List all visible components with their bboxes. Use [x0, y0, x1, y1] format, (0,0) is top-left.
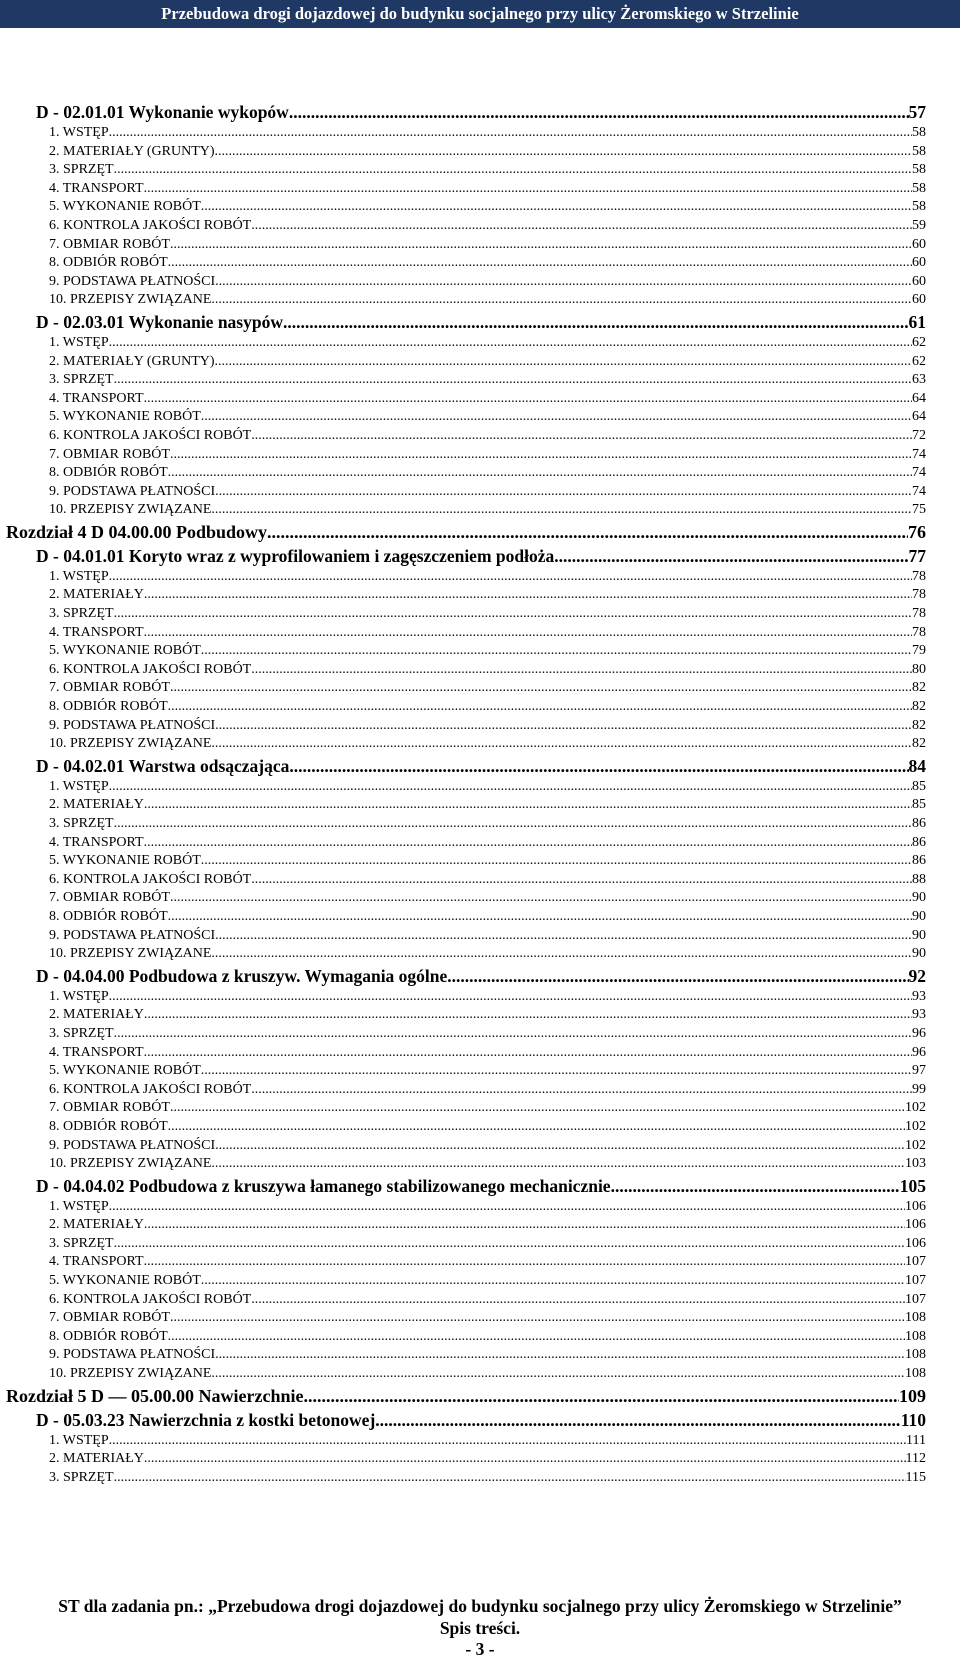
dot-leader: [611, 1174, 900, 1198]
toc-page-number: 63: [912, 372, 926, 388]
toc-page-number: 75: [912, 502, 926, 518]
toc-subentry[interactable]: [36, 1155, 926, 1174]
toc-entry-title: D - 05.03.23 Nawierzchnia z kostki betonowej: [36, 1409, 376, 1430]
toc-subentry[interactable]: [36, 679, 926, 698]
toc-subentry[interactable]: [36, 815, 926, 834]
toc-entry-title: 6. KONTROLA JAKOŚCI ROBÓT: [49, 871, 252, 887]
toc-subentry[interactable]: [36, 1044, 926, 1063]
toc-subentry[interactable]: [36, 161, 926, 180]
toc-section-entry[interactable]: [36, 964, 926, 988]
dot-leader: [251, 427, 912, 446]
dot-leader: [251, 217, 912, 236]
dot-leader: [109, 568, 912, 587]
toc-entry-title: 2. MATERIAŁY: [49, 1007, 144, 1023]
toc-subentry[interactable]: [36, 624, 926, 643]
dot-leader: [267, 520, 908, 544]
dot-leader: [201, 408, 912, 427]
dot-leader: [144, 624, 912, 643]
toc-page-number: 64: [912, 390, 926, 406]
toc-entry-title: 7. OBMIAR ROBÓT: [49, 680, 170, 696]
dot-leader: [375, 1408, 900, 1432]
toc-subentry[interactable]: [36, 796, 926, 815]
dot-leader: [168, 1328, 905, 1347]
toc-entry-title: D - 04.02.01 Warstwa odsączająca: [36, 755, 290, 776]
dot-leader: [211, 1155, 905, 1174]
toc-page-number: 77: [908, 545, 926, 566]
dot-leader: [201, 852, 912, 871]
dot-leader: [251, 1081, 912, 1100]
dot-leader: [168, 908, 912, 927]
toc-subentry[interactable]: [36, 945, 926, 964]
toc-page-number: 60: [912, 236, 926, 252]
toc-chapter-entry[interactable]: [6, 1384, 926, 1408]
toc-entry-title: 5. WYKONANIE ROBÓT: [49, 1063, 201, 1079]
toc-subentry[interactable]: [36, 1006, 926, 1025]
toc-page-number: 99: [912, 1081, 926, 1097]
toc-entry-title: 10. PRZEPISY ZWIĄZANE: [49, 1366, 212, 1382]
toc-entry-title: 8. ODBIÓR ROBÓT: [49, 1118, 168, 1134]
toc-subentry[interactable]: [36, 273, 926, 292]
toc-page-number: 74: [912, 465, 926, 481]
toc-subentry[interactable]: [36, 661, 926, 680]
dot-leader: [144, 1253, 905, 1272]
dot-leader: [114, 161, 912, 180]
toc-entry-title: 10. PRZEPISY ZWIĄZANE: [49, 1156, 212, 1172]
footer-page-number: - 3 -: [465, 1639, 495, 1659]
toc-page-number: 109: [899, 1385, 926, 1406]
toc-subentry[interactable]: [36, 217, 926, 236]
toc-entry-title: 8. ODBIÓR ROBÓT: [49, 465, 168, 481]
toc-entry-title: 4. TRANSPORT: [49, 1044, 144, 1060]
toc-entry-title: 6. KONTROLA JAKOŚCI ROBÓT: [49, 1291, 252, 1307]
dot-leader: [215, 353, 912, 372]
dot-leader: [211, 945, 912, 964]
toc-page-number: 76: [908, 521, 926, 542]
toc-page-number: 110: [900, 1409, 926, 1430]
toc-subentry[interactable]: [36, 446, 926, 465]
toc-subentry[interactable]: [36, 568, 926, 587]
toc-subentry[interactable]: [36, 1272, 926, 1291]
toc-subentry[interactable]: [36, 143, 926, 162]
toc-page-number: 86: [912, 853, 926, 869]
page-footer: [0, 1596, 960, 1661]
dot-leader: [144, 586, 912, 605]
toc-subentry[interactable]: [36, 852, 926, 871]
toc-page-number: 90: [912, 927, 926, 943]
toc-entry-title: 1. WSTĘP: [49, 1198, 109, 1214]
toc-page-number: 103: [905, 1156, 926, 1172]
toc-subentry[interactable]: [36, 1137, 926, 1156]
toc-entry-title: 5. WYKONANIE ROBÓT: [49, 409, 201, 425]
toc-section-entry[interactable]: [36, 100, 926, 124]
dot-leader: [109, 1198, 905, 1217]
toc-page-number: 106: [905, 1198, 926, 1214]
toc-subentry[interactable]: [36, 236, 926, 255]
toc-page-number: 107: [905, 1273, 926, 1289]
dot-leader: [144, 1450, 906, 1469]
toc-page-number: 60: [912, 273, 926, 289]
dot-leader: [447, 964, 908, 988]
toc-page-number: 82: [912, 717, 926, 733]
toc-page-number: 82: [912, 699, 926, 715]
toc-entry-title: 5. WYKONANIE ROBÓT: [49, 199, 201, 215]
toc-page-number: 58: [912, 180, 926, 196]
toc-page-number: 90: [912, 946, 926, 962]
dot-leader: [215, 717, 912, 736]
toc-entry-title: 1. WSTĘP: [49, 988, 109, 1004]
toc-entry-title: 3. SPRZĘT: [49, 1025, 114, 1041]
dot-leader: [251, 1291, 905, 1310]
dot-leader: [114, 1469, 906, 1488]
dot-leader: [215, 1346, 905, 1365]
dot-leader: [144, 180, 912, 199]
toc-page-number: 60: [912, 292, 926, 308]
toc-page-number: 80: [912, 661, 926, 677]
toc-subentry[interactable]: [36, 1365, 926, 1384]
toc-subentry[interactable]: [36, 717, 926, 736]
toc-entry-title: 5. WYKONANIE ROBÓT: [49, 1273, 201, 1289]
toc-entry-title: 2. MATERIAŁY: [49, 1217, 144, 1233]
toc-subentry[interactable]: [36, 927, 926, 946]
dot-leader: [168, 1118, 905, 1137]
dot-leader: [215, 483, 912, 502]
dot-leader: [289, 100, 909, 124]
toc-page-number: 90: [912, 890, 926, 906]
toc-entry-title: 6. KONTROLA JAKOŚCI ROBÓT: [49, 217, 252, 233]
toc-page-number: 88: [912, 871, 926, 887]
toc-section-entry[interactable]: [36, 544, 926, 568]
dot-leader: [144, 1216, 905, 1235]
toc-subentry[interactable]: [36, 334, 926, 353]
toc-subentry[interactable]: [36, 483, 926, 502]
toc-entry-title: 9. PODSTAWA PŁATNOŚCI: [49, 1137, 216, 1153]
toc-page-number: 78: [912, 606, 926, 622]
toc-subentry[interactable]: [36, 1432, 926, 1451]
toc-subentry[interactable]: [36, 1216, 926, 1235]
dot-leader: [215, 927, 912, 946]
toc-subentry[interactable]: [36, 1235, 926, 1254]
toc-subentry[interactable]: [36, 642, 926, 661]
toc-entry-title: 10. PRZEPISY ZWIĄZANE: [49, 736, 212, 752]
toc-page-number: 58: [912, 162, 926, 178]
toc-entry-title: 1. WSTĘP: [49, 568, 109, 584]
toc-entry-title: 4. TRANSPORT: [49, 180, 144, 196]
toc-subentry[interactable]: [36, 1450, 926, 1469]
dot-leader: [211, 291, 912, 310]
dot-leader: [303, 1384, 899, 1408]
page-header: [0, 0, 960, 28]
toc-chapter-entry[interactable]: [6, 520, 926, 544]
toc-subentry[interactable]: [36, 198, 926, 217]
toc-page-number: 93: [912, 988, 926, 1004]
toc-section-entry[interactable]: [36, 1174, 926, 1198]
toc-entry-title: 8. ODBIÓR ROBÓT: [49, 908, 168, 924]
dot-leader: [144, 834, 912, 853]
toc-entry-title: 1. WSTĘP: [49, 1432, 109, 1448]
toc-subentry[interactable]: [36, 871, 926, 890]
toc-entry-title: 2. MATERIAŁY: [49, 1451, 144, 1467]
dot-leader: [170, 889, 912, 908]
toc-entry-title: 3. SPRZĘT: [49, 1235, 114, 1251]
toc-page-number: 108: [905, 1310, 926, 1326]
toc-page-number: 74: [912, 446, 926, 462]
dot-leader: [114, 371, 912, 390]
toc-entry-title: 7. OBMIAR ROBÓT: [49, 446, 170, 462]
dot-leader: [170, 679, 912, 698]
toc-entry-title: 10. PRZEPISY ZWIĄZANE: [49, 946, 212, 962]
toc-page-number: 79: [912, 643, 926, 659]
toc-entry-title: 1. WSTĘP: [49, 125, 109, 140]
toc-subentry[interactable]: [36, 1099, 926, 1118]
toc-entry-title: 4. TRANSPORT: [49, 834, 144, 850]
toc-page-number: 62: [912, 334, 926, 350]
toc-entry-title: 3. SPRZĘT: [49, 162, 114, 178]
toc-subentry[interactable]: [36, 605, 926, 624]
dot-leader: [170, 446, 912, 465]
toc-subentry[interactable]: [36, 1062, 926, 1081]
toc-page-number: 58: [912, 199, 926, 215]
toc-entry-title: D - 02.03.01 Wykonanie nasypów: [36, 311, 283, 332]
toc-subentry[interactable]: [36, 698, 926, 717]
toc-entry-title: D - 04.04.00 Podbudowa z kruszyw. Wymagania ogólne: [36, 965, 448, 986]
toc-page-number: 106: [905, 1235, 926, 1251]
toc-entry-title: 2. MATERIAŁY (GRUNTY): [49, 143, 215, 159]
toc-page-number: 78: [912, 587, 926, 603]
toc-subentry[interactable]: [36, 124, 926, 143]
dot-leader: [168, 464, 912, 483]
toc-page-number: 86: [912, 816, 926, 831]
toc-entry-title: 6. KONTROLA JAKOŚCI ROBÓT: [49, 427, 252, 443]
toc-page-number: 58: [912, 125, 926, 140]
toc-page-number: 92: [908, 965, 926, 986]
toc-subentry[interactable]: [36, 371, 926, 390]
toc-entry-title: 3. SPRZĘT: [49, 606, 114, 622]
toc-entry-title: 6. KONTROLA JAKOŚCI ROBÓT: [49, 1081, 252, 1097]
toc-page-number: 102: [905, 1118, 926, 1134]
toc-page-number: 107: [905, 1291, 926, 1307]
toc-page-number: 64: [912, 409, 926, 425]
toc-page-number: 62: [912, 353, 926, 369]
toc-subentry[interactable]: [36, 1291, 926, 1310]
toc-page-number: 78: [912, 624, 926, 640]
toc-subentry[interactable]: [36, 1346, 926, 1365]
footer-project-line: ST dla zadania pn.: „Przebudowa drogi dojazdowej do budynku socjalnego przy ulicy Żeromskiego w Strzelinie”: [58, 1596, 902, 1616]
toc-entry-title: 1. WSTĘP: [49, 334, 109, 350]
toc-page-number: 106: [905, 1217, 926, 1233]
toc-entry-title: 2. MATERIAŁY (GRUNTY): [49, 353, 215, 369]
toc-subentry[interactable]: [36, 908, 926, 927]
dot-leader: [215, 143, 912, 162]
dot-leader: [144, 1044, 912, 1063]
footer-section-label: Spis treści.: [439, 1617, 521, 1638]
dot-leader: [283, 310, 909, 334]
toc-entry-title: 1. WSTĘP: [49, 778, 109, 794]
toc-page-number: 107: [905, 1254, 926, 1270]
toc-page-number: 57: [908, 102, 926, 122]
toc-page-number: 60: [912, 255, 926, 271]
toc-page-number: 96: [912, 1025, 926, 1041]
toc-entry-title: 2. MATERIAŁY: [49, 587, 144, 603]
toc-page-number: 90: [912, 908, 926, 924]
toc-subentry[interactable]: [36, 1025, 926, 1044]
toc-entry-title: 7. OBMIAR ROBÓT: [49, 1100, 170, 1116]
toc-subentry[interactable]: [36, 1309, 926, 1328]
dot-leader: [554, 544, 908, 568]
dot-leader: [168, 254, 912, 273]
dot-leader: [211, 501, 912, 520]
toc-section-entry[interactable]: [36, 1408, 926, 1432]
toc-section-entry[interactable]: [36, 310, 926, 334]
toc-entry-title: 9. PODSTAWA PŁATNOŚCI: [49, 273, 216, 289]
toc-page-number: 108: [905, 1347, 926, 1363]
toc-entry-title: 3. SPRZĘT: [49, 1469, 114, 1485]
toc-page-number: 111: [906, 1432, 926, 1448]
toc-entry-title: 8. ODBIÓR ROBÓT: [49, 699, 168, 715]
dot-leader: [170, 1309, 905, 1328]
toc-subentry[interactable]: [36, 988, 926, 1007]
toc-page-number: 93: [912, 1007, 926, 1023]
dot-leader: [170, 236, 912, 255]
toc-subentry[interactable]: [36, 464, 926, 483]
toc-page-number: 74: [912, 483, 926, 499]
toc-page-number: 102: [905, 1137, 926, 1153]
toc-entry-title: 7. OBMIAR ROBÓT: [49, 890, 170, 906]
toc-page-number: 86: [912, 834, 926, 850]
toc-entry-title: 9. PODSTAWA PŁATNOŚCI: [49, 1347, 216, 1363]
toc-entry-title: 2. MATERIAŁY: [49, 797, 144, 813]
toc-subentry[interactable]: [36, 291, 926, 310]
toc-page-number: 82: [912, 680, 926, 696]
toc-entry-title: 4. TRANSPORT: [49, 624, 144, 640]
toc-subentry[interactable]: [36, 1118, 926, 1137]
toc-page-number: 61: [908, 311, 926, 332]
toc-page-number: 97: [912, 1063, 926, 1079]
dot-leader: [168, 698, 912, 717]
toc-subentry[interactable]: [36, 254, 926, 273]
toc-entry-title: 8. ODBIÓR ROBÓT: [49, 1328, 168, 1344]
toc-entry-title: 5. WYKONANIE ROBÓT: [49, 853, 201, 869]
toc-entry-title: 4. TRANSPORT: [49, 390, 144, 406]
toc-page-number: 112: [905, 1451, 926, 1467]
toc-subentry[interactable]: [36, 180, 926, 199]
dot-leader: [211, 735, 912, 754]
toc-page-number: 105: [899, 1175, 926, 1196]
dot-leader: [144, 1006, 912, 1025]
toc-subentry[interactable]: [36, 1198, 926, 1217]
dot-leader: [109, 1432, 906, 1451]
toc-page-number: 58: [912, 143, 926, 159]
toc-entry-title: 3. SPRZĘT: [49, 372, 114, 388]
toc-subentry[interactable]: [36, 586, 926, 605]
toc-entry-title: Rozdział 5 D — 05.00.00 Nawierzchnie: [6, 1385, 304, 1406]
dot-leader: [215, 1137, 905, 1156]
toc-entry-title: 4. TRANSPORT: [49, 1254, 144, 1270]
dot-leader: [251, 871, 912, 890]
toc-subentry[interactable]: [36, 834, 926, 853]
toc-page-number: 72: [912, 427, 926, 443]
toc-entry-title: 9. PODSTAWA PŁATNOŚCI: [49, 717, 216, 733]
toc-page-number: 85: [912, 797, 926, 813]
toc-entry-title: 7. OBMIAR ROBÓT: [49, 1310, 170, 1326]
toc-page-number: 96: [912, 1044, 926, 1060]
dot-leader: [215, 273, 912, 292]
toc-entry-title: 9. PODSTAWA PŁATNOŚCI: [49, 483, 216, 499]
toc-page-number: 115: [905, 1469, 926, 1485]
toc-entry-title: 5. WYKONANIE ROBÓT: [49, 643, 201, 659]
dot-leader: [211, 1365, 905, 1384]
toc-subentry[interactable]: [36, 778, 926, 797]
toc-entry-title: 3. SPRZĘT: [49, 816, 114, 831]
toc-page-number: 102: [905, 1100, 926, 1116]
dot-leader: [109, 334, 912, 353]
toc-subentry[interactable]: [36, 427, 926, 446]
toc-page-number: 59: [912, 217, 926, 233]
dot-leader: [201, 1062, 912, 1081]
toc-entry-title: Rozdział 4 D 04.00.00 Podbudowy: [6, 521, 268, 542]
toc-entry-title: 6. KONTROLA JAKOŚCI ROBÓT: [49, 661, 252, 677]
dot-leader: [109, 124, 912, 143]
dot-leader: [289, 754, 908, 778]
dot-leader: [114, 1235, 905, 1254]
dot-leader: [109, 778, 912, 797]
header-title: Przebudowa drogi dojazdowej do budynku socjalnego przy ulicy Żeromskiego w Strzelinie: [161, 4, 799, 23]
dot-leader: [114, 605, 912, 624]
toc-page-number: 85: [912, 778, 926, 794]
dot-leader: [251, 661, 912, 680]
toc-subentry[interactable]: [36, 390, 926, 409]
toc-entry-title: D - 04.04.02 Podbudowa z kruszywa łamanego stabilizowanego mechanicznie: [36, 1175, 611, 1196]
toc-entry-title: 7. OBMIAR ROBÓT: [49, 236, 170, 252]
toc-subentry[interactable]: [36, 353, 926, 372]
toc-page-number: 108: [905, 1328, 926, 1344]
dot-leader: [114, 1025, 912, 1044]
dot-leader: [201, 642, 912, 661]
toc-subentry[interactable]: [36, 889, 926, 908]
toc-subentry[interactable]: [36, 1328, 926, 1347]
dot-leader: [109, 988, 912, 1007]
dot-leader: [144, 796, 912, 815]
dot-leader: [201, 1272, 905, 1291]
toc-page-number: 84: [908, 755, 926, 776]
toc-page-number: 82: [912, 736, 926, 752]
dot-leader: [144, 390, 912, 409]
toc-subentry[interactable]: [36, 408, 926, 427]
toc-subentry[interactable]: [36, 1253, 926, 1272]
toc-entry-title: D - 02.01.01 Wykonanie wykopów: [36, 102, 289, 122]
toc-subentry[interactable]: [36, 735, 926, 754]
toc-entry-title: 8. ODBIÓR ROBÓT: [49, 255, 168, 271]
dot-leader: [201, 198, 912, 217]
toc-section-entry[interactable]: [36, 754, 926, 778]
toc-subentry[interactable]: [36, 1081, 926, 1100]
dot-leader: [114, 815, 912, 834]
toc-page-number: 78: [912, 568, 926, 584]
toc-page-number: 108: [905, 1366, 926, 1382]
toc-entry-title: 10. PRZEPISY ZWIĄZANE: [49, 292, 212, 308]
toc-subentry[interactable]: [36, 501, 926, 520]
toc-subentry[interactable]: [36, 1469, 926, 1488]
toc-entry-title: 9. PODSTAWA PŁATNOŚCI: [49, 927, 216, 943]
table-of-contents: [6, 100, 926, 1487]
toc-entry-title: D - 04.01.01 Koryto wraz z wyprofilowaniem i zagęszczeniem podłoża: [36, 545, 555, 566]
toc-entry-title: 10. PRZEPISY ZWIĄZANE: [49, 502, 212, 518]
dot-leader: [170, 1099, 905, 1118]
